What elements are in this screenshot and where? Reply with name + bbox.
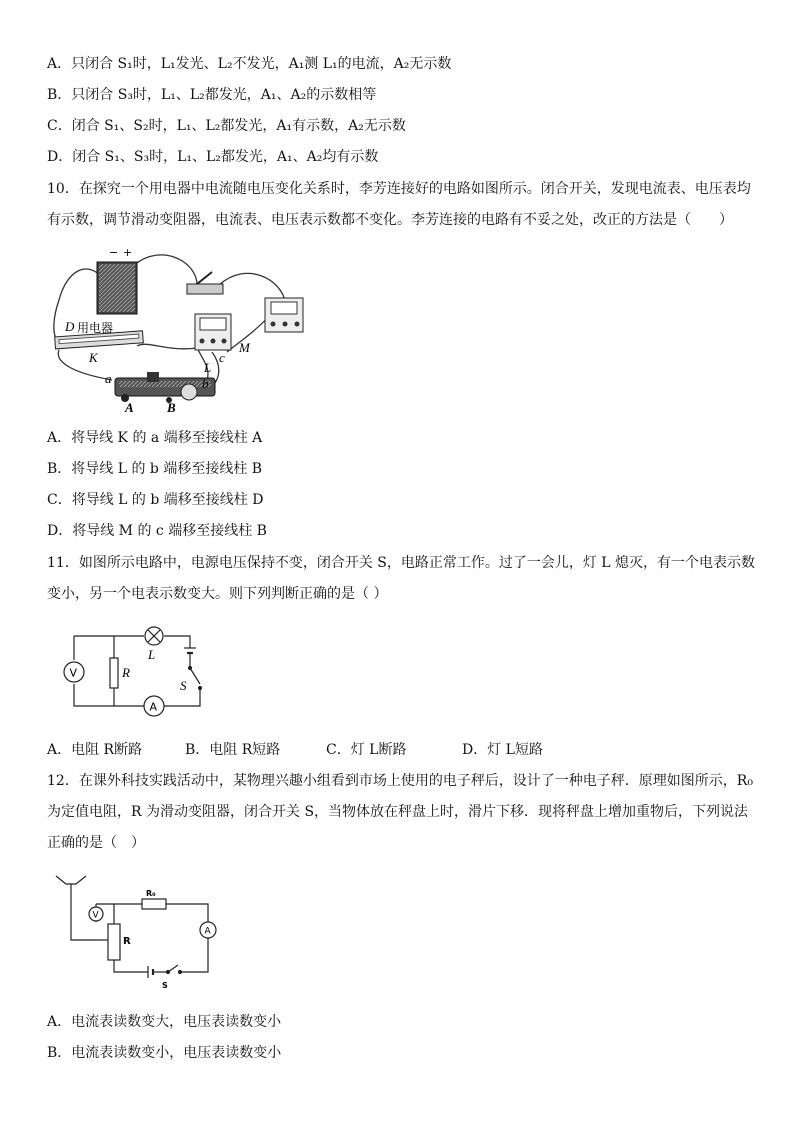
resistor-r-label: R [122,665,130,680]
q12-option-a: A．电流表读数变大，电压表读数变小 [47,1014,282,1030]
ammeter-label: A [204,926,211,937]
end-a-label: a [105,371,112,386]
q11-option-b: B．电阻 R短路 [185,742,281,758]
device-label: 用电器 [77,321,114,335]
q10-stem-line-1: 10．在探究一个用电器中电流随电压变化关系时，李芳连接好的电路如图所示。闭合开关，发现电流表、电压表均 [47,181,751,197]
q10-option-c: C．将导线 L 的 b 端移至接线柱 D [47,492,264,508]
q9-option-c: C．闭合 S₁、S₂时，L₁、L₂都发光，A₁有示数，A₂无示数 [47,118,406,134]
voltmeter-label: V [69,666,78,680]
q9-option-b: B．只闭合 S₃时，L₁、L₂都发光，A₁、A₂的示数相等 [47,87,377,103]
q9-option-d: D．闭合 S₁、S₃时，L₁、L₂都发光，A₁、A₂均有示数 [47,149,379,165]
q11-circuit-figure [60,626,220,718]
q12-option-b: B．电流表读数变小，电压表读数变小 [47,1045,282,1061]
resistor-r0-label: R₀ [146,889,156,898]
q11-stem-line-1: 11．如图所示电路中，电源电压保持不变，闭合开关 S，电路正常工作。过了一会儿，灯 L 熄灭，有一个电表示数 [47,555,756,571]
q12-stem-line-1: 12．在课外科技实践活动中，某物理兴趣小组看到市场上使用的电子秤后，设计了一种电子秤．原理如图所示，R₀ [47,773,753,789]
q11-options-row [47,739,607,759]
terminal-b-label: B [167,400,176,415]
q10-option-b: B．将导线 L 的 b 端移至接线柱 B [47,461,263,477]
q12-circuit-figure [50,872,222,994]
wire-m-label: M [239,340,250,355]
end-b-label: b [202,376,209,391]
switch-s-label: S [180,678,187,693]
ammeter-label: A [149,700,158,714]
q10-stem-line-2: 有示数，调节滑动变阻器，电流表、电压表示数都不变化。李芳连接的电路有不妥之处，改正的方法是（ ） [47,212,733,228]
voltmeter-label: V [92,910,99,921]
q10-option-a: A．将导线 K 的 a 端移至接线柱 A [47,430,263,446]
q12-stem-line-3: 正确的是（ ） [47,835,145,851]
lamp-l-label: L [148,647,156,662]
terminal-a-label: A [125,400,134,415]
end-c-label: c [219,350,225,365]
rheostat-r-label: R [123,936,131,947]
q10-circuit-figure [47,240,317,418]
terminal-d-label: D [65,319,75,334]
battery-plus-label: + [123,246,133,259]
q11-option-c: C．灯 L断路 [326,742,407,758]
q11-option-d: D．灯 L短路 [462,742,543,758]
q9-option-a: A．只闭合 S₁时，L₁发光、L₂不发光，A₁测 L₁的电流，A₂无示数 [47,56,452,72]
switch-s-label: S [162,981,168,990]
wire-k-label: K [89,350,98,365]
wire-l-label: L [204,360,212,375]
q11-option-a: A．电阻 R断路 [47,742,143,758]
battery-minus-label: − [109,246,119,259]
q11-stem-line-2: 变小，另一个电表示数变大。则下列判断正确的是（ ） [47,586,388,602]
q10-option-d: D．将导线 M 的 c 端移至接线柱 B [47,523,267,539]
q12-stem-line-2: 为定值电阻，R 为滑动变阻器，闭合开关 S，当物体放在秤盘上时，滑片下移．现将秤盘上增加重物后，下列说法 [47,804,749,820]
